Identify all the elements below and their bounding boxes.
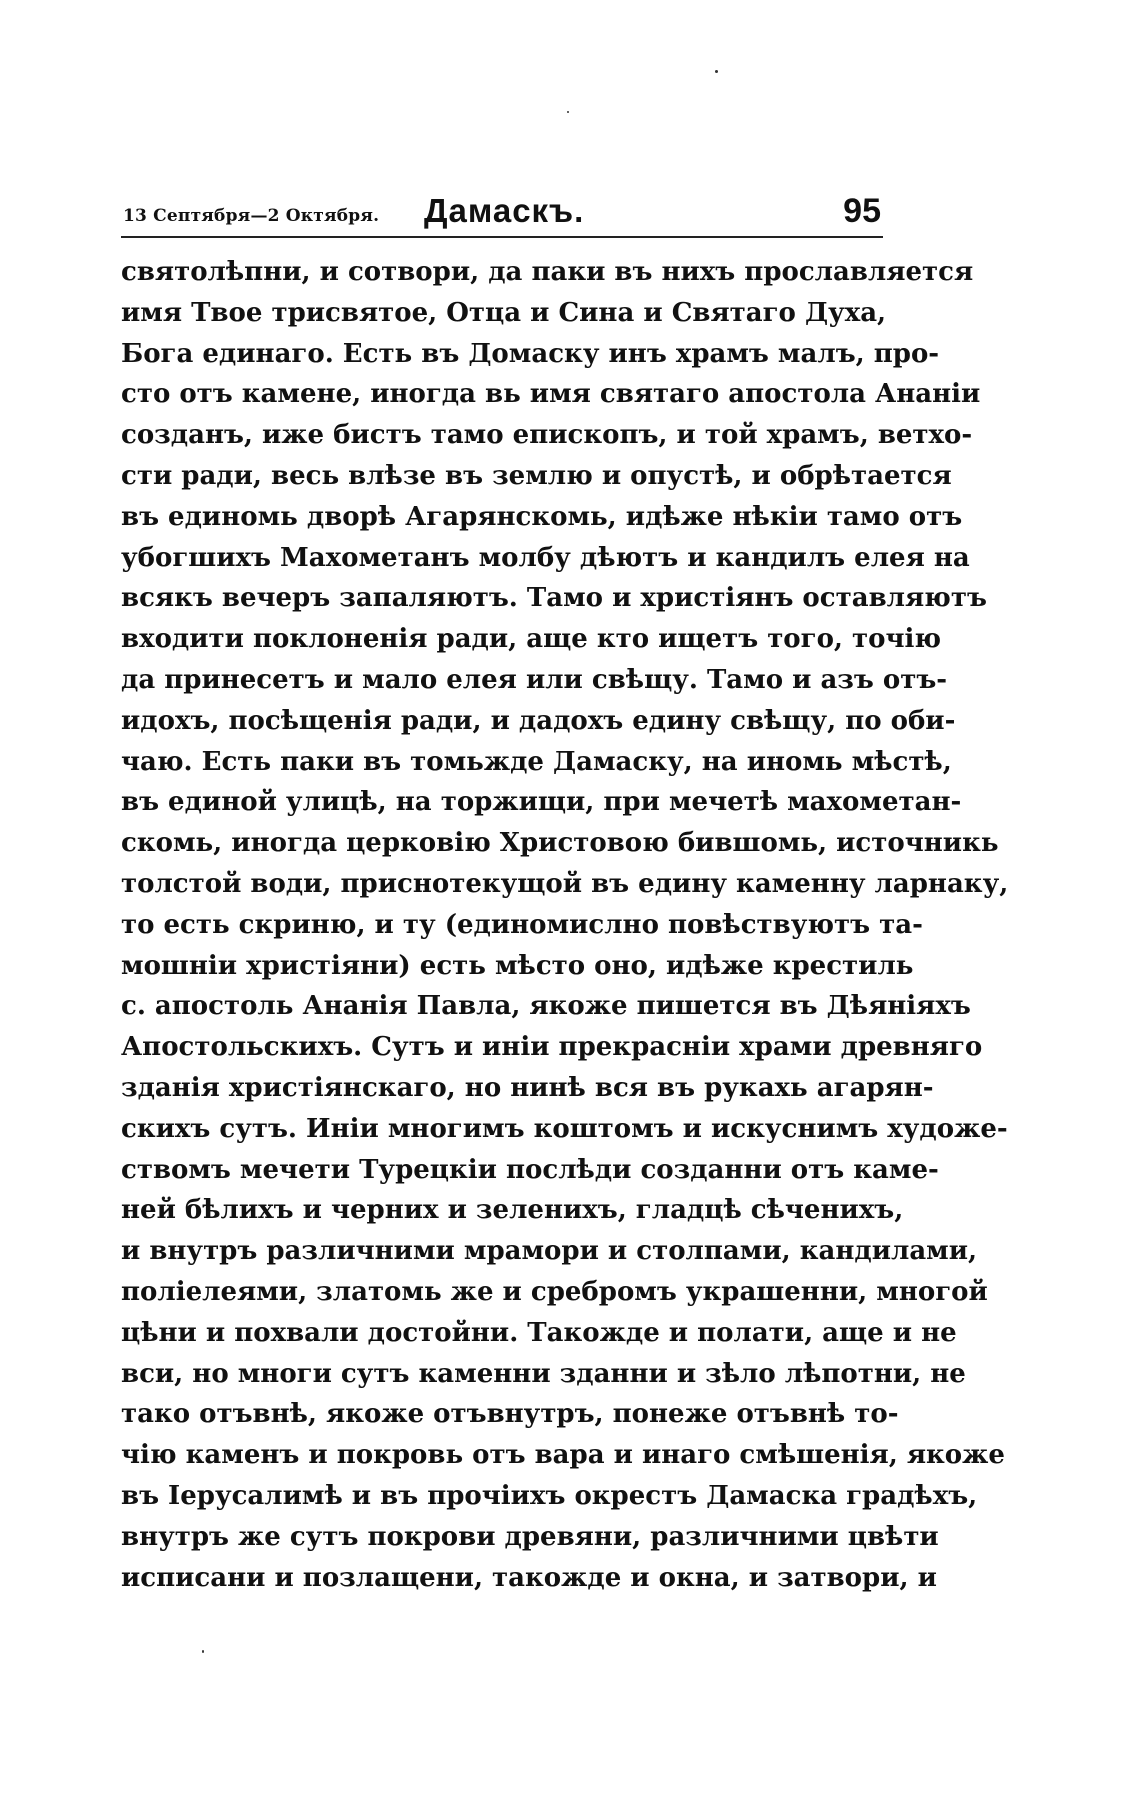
text-line: святолѣпни, и сотвори, да паки въ нихъ прославляется bbox=[121, 257, 974, 287]
running-head-dates: 13 Септября—2 Октября. bbox=[123, 206, 380, 226]
text-line: исписани и позлащени, такожде и окна, и затвори, и bbox=[121, 1562, 937, 1593]
page-number: 95 bbox=[843, 192, 881, 230]
text-line: Апостольскихъ. Сутъ и иніи прекрасніи храми древняго bbox=[121, 1032, 983, 1063]
text-line: с. апостоль Ананія Павла, якоже пишется въ Дѣяніяхъ bbox=[121, 991, 971, 1022]
text-line: и внутръ различними мрамори и столпами, кандилами, bbox=[121, 1236, 978, 1267]
text-line: сти ради, весь влѣзе въ землю и опустѣ, и обрѣтается bbox=[121, 460, 952, 491]
text-line: чаю. Есть паки въ томьжде Дамаску, на иномь мѣстѣ, bbox=[121, 746, 952, 777]
text-line: скомь, иногда церковію Христовою бившомь, источникь bbox=[121, 828, 999, 859]
text-line: толстой води, приснотекущой въ едину каменну ларнаку, bbox=[121, 868, 1009, 899]
text-line: зданія христіянскаго, но нинѣ вся въ рукахь агарян- bbox=[121, 1072, 934, 1103]
text-line: то есть скриню, и ту (единомислно повѣствуютъ та- bbox=[121, 909, 923, 940]
text-line: да принесетъ и мало елея или свѣщу. Тамо и азъ отъ- bbox=[121, 664, 948, 695]
text-line: мошніи христіяни) есть мѣсто оно, идѣже крестиль bbox=[121, 950, 914, 981]
text-line: ствомъ мечети Турецкіи послѣди созданни отъ каме- bbox=[121, 1154, 939, 1185]
print-speck bbox=[202, 1650, 204, 1653]
text-line: поліелеями, златомь же и сребромъ украшенни, многой bbox=[121, 1276, 988, 1307]
print-speck bbox=[567, 111, 569, 113]
text-line: всякъ вечеръ запаляютъ. Тамо и христіянъ оставляютъ bbox=[121, 583, 987, 614]
running-head-title: Дамаскъ. bbox=[424, 192, 585, 229]
text-line: имя Твое трисвятое, Отца и Сина и Святаго Духа, bbox=[121, 297, 887, 328]
text-line: Бога единаго. Есть въ Домаску инъ храмъ малъ, про- bbox=[121, 338, 940, 369]
text-line: созданъ, иже бистъ тамо епископъ, и той храмъ, ветхо- bbox=[121, 420, 973, 451]
text-line: скихъ сутъ. Иніи многимъ коштомъ и искуснимъ художе- bbox=[121, 1113, 1008, 1144]
text-line: убогшихъ Махометанъ молбу дѣютъ и кандилъ елея на bbox=[121, 542, 970, 573]
text-line: въ Іерусалимѣ и въ прочіихъ окрестъ Дамаска градѣхъ, bbox=[121, 1480, 978, 1511]
text-line: внутръ же сутъ покрови древяни, различними цвѣти bbox=[121, 1521, 939, 1552]
text-line: идохъ, посѣщенія ради, и дадохъ едину свѣщу, по оби- bbox=[121, 705, 956, 736]
running-head bbox=[121, 192, 883, 238]
text-line: цѣни и похвали достойни. Такожде и полати, аще и не bbox=[121, 1317, 957, 1348]
text-line: въ единой улицѣ, на торжищи, при мечетѣ махометан- bbox=[121, 787, 962, 818]
text-line: ней бѣлихъ и черних и зеленихъ, гладцѣ сѣченихъ, bbox=[121, 1195, 904, 1226]
text-line: чію каменъ и покровь отъ вара и инаго смѣшенія, якоже bbox=[121, 1440, 1005, 1471]
body-text bbox=[121, 252, 1009, 1598]
text-line: въ единомь дворѣ Агарянскомь, идѣже нѣкіи тамо отъ bbox=[121, 501, 963, 532]
text-line: тако отъвнѣ, якоже отъвнутръ, понеже отъвнѣ то- bbox=[121, 1399, 899, 1430]
text-line: вси, но многи сутъ каменни зданни и зѣло лѣпотни, не bbox=[121, 1358, 966, 1389]
text-line: сто отъ камене, иногда вь имя святаго апостола Ананіи bbox=[121, 379, 981, 410]
text-line: входити поклоненія ради, аще кто ищетъ того, точію bbox=[121, 624, 942, 655]
print-speck bbox=[715, 70, 718, 73]
